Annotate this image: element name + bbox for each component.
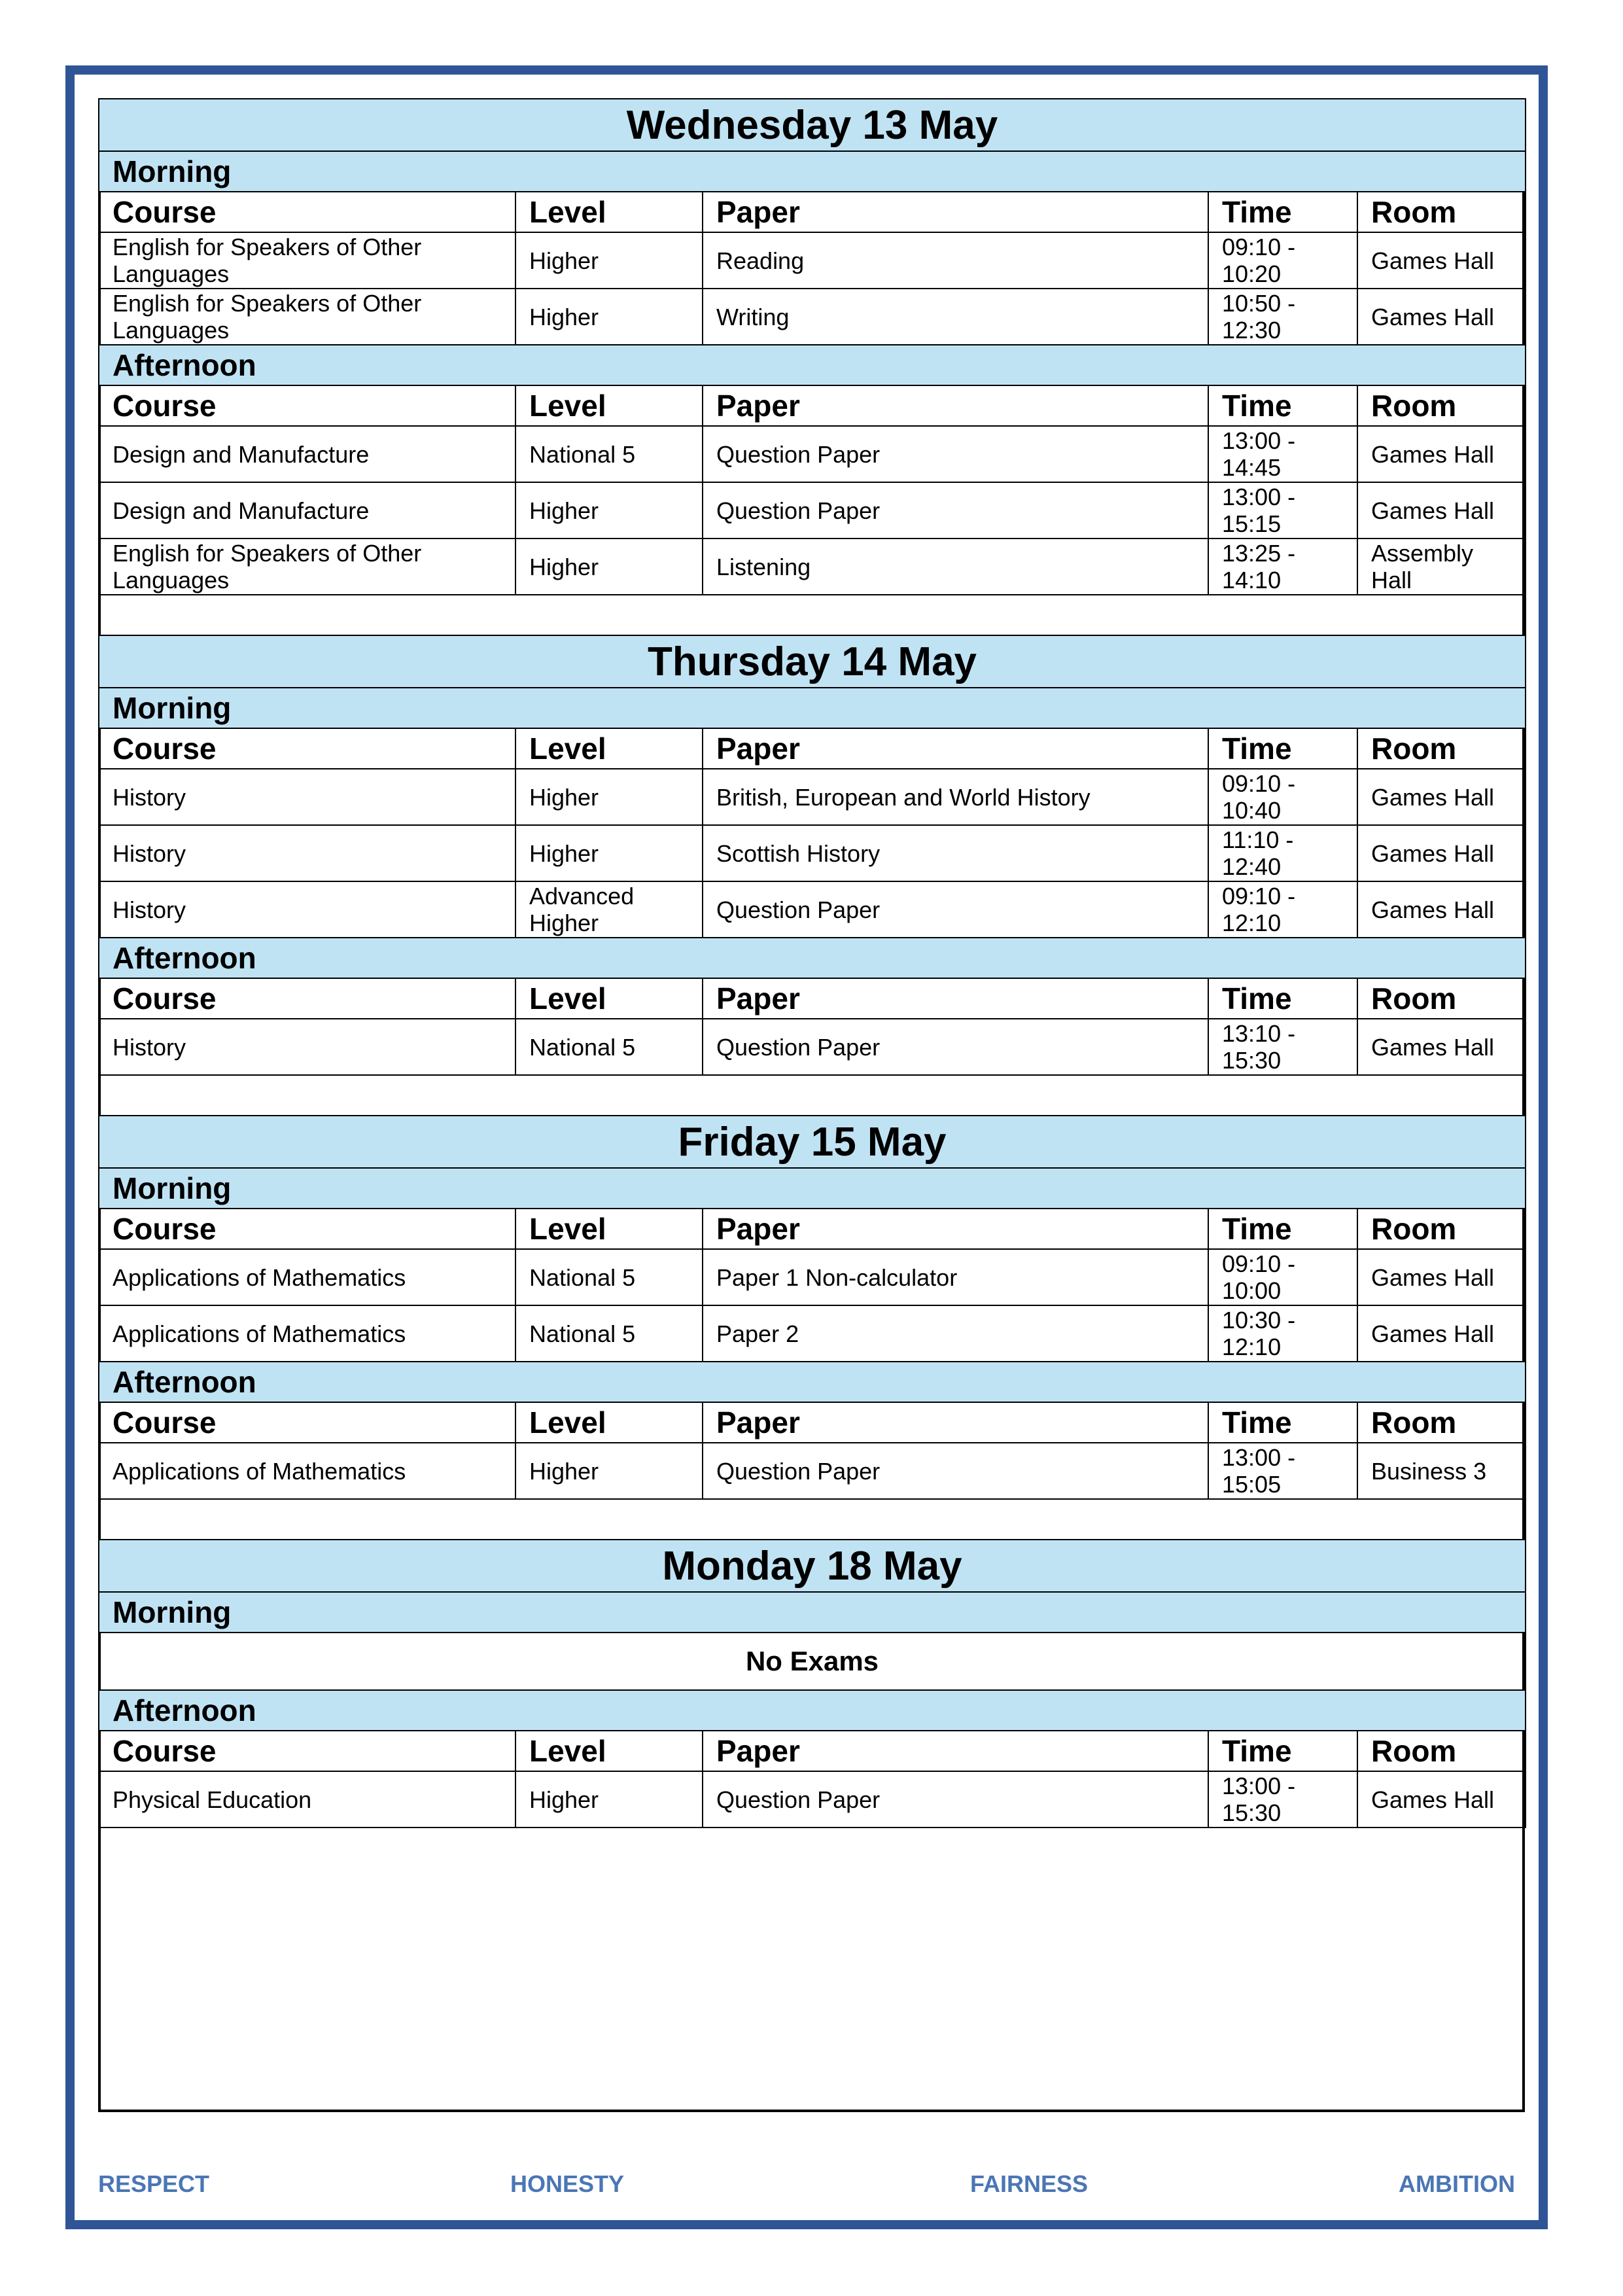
- column-header-paper: Paper: [703, 192, 1208, 232]
- exam-time: 13:00 - 15:05: [1208, 1443, 1357, 1499]
- column-header-course: Course: [99, 1209, 515, 1249]
- exam-room: Games Hall: [1357, 1249, 1526, 1305]
- column-header-level: Level: [515, 1209, 703, 1249]
- exam-row: [99, 426, 1526, 482]
- footer-value-ambition: AMBITION: [1399, 2170, 1515, 2197]
- exam-paper: Writing: [703, 289, 1208, 345]
- footer-value-respect: RESPECT: [98, 2170, 210, 2197]
- exam-row: [99, 1771, 1526, 1828]
- day-title: Wednesday 13 May: [99, 99, 1526, 151]
- column-header-course: Course: [99, 192, 515, 232]
- exam-time: 13:00 - 14:45: [1208, 426, 1357, 482]
- exam-level: Higher: [515, 539, 703, 595]
- afternoon-label: Afternoon: [99, 938, 1526, 978]
- exam-level: Higher: [515, 482, 703, 539]
- exam-time: 09:10 - 12:10: [1208, 881, 1357, 938]
- exam-paper: Listening: [703, 539, 1208, 595]
- exam-row: [99, 232, 1526, 289]
- morning-label: Morning: [99, 151, 1526, 192]
- exam-paper: Question Paper: [703, 1771, 1208, 1828]
- day-title: Thursday 14 May: [99, 635, 1526, 688]
- exam-time: 10:30 - 12:10: [1208, 1305, 1357, 1362]
- exam-time: 09:10 - 10:40: [1208, 769, 1357, 825]
- morning-session-row: [99, 688, 1526, 728]
- exam-level: National 5: [515, 426, 703, 482]
- exam-paper: British, European and World History: [703, 769, 1208, 825]
- exam-course: Applications of Mathematics: [99, 1305, 515, 1362]
- morning-label: Morning: [99, 1168, 1526, 1209]
- column-header-course: Course: [99, 385, 515, 426]
- column-header-row: [99, 1402, 1526, 1443]
- column-header-level: Level: [515, 1731, 703, 1771]
- exam-row: [99, 289, 1526, 345]
- column-header-paper: Paper: [703, 1402, 1208, 1443]
- exam-level: Higher: [515, 232, 703, 289]
- exam-room: Games Hall: [1357, 1771, 1526, 1828]
- spacer-cell: [99, 1075, 1526, 1116]
- exam-room: Games Hall: [1357, 1019, 1526, 1075]
- column-header-time: Time: [1208, 385, 1357, 426]
- exam-room: Games Hall: [1357, 1305, 1526, 1362]
- column-header-time: Time: [1208, 728, 1357, 769]
- exam-paper: Reading: [703, 232, 1208, 289]
- exam-row: [99, 539, 1526, 595]
- spacer-cell: [99, 595, 1526, 635]
- exam-level: Higher: [515, 825, 703, 881]
- morning-label: Morning: [99, 1592, 1526, 1633]
- exam-level: National 5: [515, 1249, 703, 1305]
- footer-value-honesty: HONESTY: [510, 2170, 625, 2197]
- afternoon-session-row: [99, 1362, 1526, 1402]
- day-spacer-row: [99, 1499, 1526, 1540]
- exam-paper: Question Paper: [703, 1443, 1208, 1499]
- no-exams-note: No Exams: [99, 1633, 1526, 1690]
- day-header: [99, 1116, 1526, 1168]
- exam-time: 13:00 - 15:15: [1208, 482, 1357, 539]
- exam-row: [99, 1019, 1526, 1075]
- column-header-room: Room: [1357, 978, 1526, 1019]
- exam-time: 09:10 - 10:20: [1208, 232, 1357, 289]
- column-header-time: Time: [1208, 1731, 1357, 1771]
- exam-course: Design and Manufacture: [99, 426, 515, 482]
- column-header-course: Course: [99, 978, 515, 1019]
- column-header-level: Level: [515, 1402, 703, 1443]
- exam-time: 13:00 - 15:30: [1208, 1771, 1357, 1828]
- column-header-paper: Paper: [703, 728, 1208, 769]
- exam-row: [99, 1443, 1526, 1499]
- day-title: Monday 18 May: [99, 1540, 1526, 1592]
- exam-room: Business 3: [1357, 1443, 1526, 1499]
- exam-room: Assembly Hall: [1357, 539, 1526, 595]
- afternoon-session-row: [99, 1690, 1526, 1731]
- afternoon-session-row: [99, 345, 1526, 385]
- column-header-row: [99, 978, 1526, 1019]
- exam-paper: Question Paper: [703, 426, 1208, 482]
- exam-time: 10:50 - 12:30: [1208, 289, 1357, 345]
- exam-level: Higher: [515, 769, 703, 825]
- exam-paper: Question Paper: [703, 1019, 1208, 1075]
- column-header-row: [99, 192, 1526, 232]
- exam-room: Games Hall: [1357, 769, 1526, 825]
- column-header-room: Room: [1357, 385, 1526, 426]
- exam-level: Higher: [515, 1771, 703, 1828]
- exam-row: [99, 769, 1526, 825]
- exam-room: Games Hall: [1357, 825, 1526, 881]
- day-spacer-row: [99, 1075, 1526, 1116]
- exam-course: History: [99, 881, 515, 938]
- column-header-course: Course: [99, 1402, 515, 1443]
- morning-session-row: [99, 151, 1526, 192]
- exam-row: [99, 482, 1526, 539]
- column-header-paper: Paper: [703, 1731, 1208, 1771]
- exam-course: History: [99, 769, 515, 825]
- column-header-time: Time: [1208, 978, 1357, 1019]
- afternoon-label: Afternoon: [99, 1362, 1526, 1402]
- column-header-paper: Paper: [703, 1209, 1208, 1249]
- spacer-cell: [99, 1499, 1526, 1540]
- exam-room: Games Hall: [1357, 232, 1526, 289]
- exam-room: Games Hall: [1357, 426, 1526, 482]
- column-header-row: [99, 728, 1526, 769]
- exam-course: Design and Manufacture: [99, 482, 515, 539]
- exam-course: English for Speakers of Other Languages: [99, 289, 515, 345]
- column-header-room: Room: [1357, 728, 1526, 769]
- morning-session-row: [99, 1592, 1526, 1633]
- exam-paper: Paper 1 Non-calculator: [703, 1249, 1208, 1305]
- column-header-time: Time: [1208, 192, 1357, 232]
- exam-course: History: [99, 825, 515, 881]
- column-header-level: Level: [515, 728, 703, 769]
- column-header-level: Level: [515, 192, 703, 232]
- exam-timetable: [98, 98, 1526, 1828]
- exam-level: National 5: [515, 1019, 703, 1075]
- day-spacer-row: [99, 595, 1526, 635]
- column-header-time: Time: [1208, 1402, 1357, 1443]
- exam-course: English for Speakers of Other Languages: [99, 539, 515, 595]
- column-header-room: Room: [1357, 1731, 1526, 1771]
- day-header: [99, 635, 1526, 688]
- exam-row: [99, 825, 1526, 881]
- exam-paper: Paper 2: [703, 1305, 1208, 1362]
- exam-time: 11:10 - 12:40: [1208, 825, 1357, 881]
- column-header-course: Course: [99, 1731, 515, 1771]
- exam-room: Games Hall: [1357, 881, 1526, 938]
- exam-time: 13:25 - 14:10: [1208, 539, 1357, 595]
- day-header: [99, 99, 1526, 151]
- exam-paper: Question Paper: [703, 482, 1208, 539]
- morning-session-row: [99, 1168, 1526, 1209]
- column-header-room: Room: [1357, 192, 1526, 232]
- column-header-course: Course: [99, 728, 515, 769]
- exam-level: Higher: [515, 289, 703, 345]
- exam-course: Physical Education: [99, 1771, 515, 1828]
- column-header-row: [99, 385, 1526, 426]
- column-header-paper: Paper: [703, 978, 1208, 1019]
- day-title: Friday 15 May: [99, 1116, 1526, 1168]
- exam-room: Games Hall: [1357, 289, 1526, 345]
- exam-room: Games Hall: [1357, 482, 1526, 539]
- exam-course: English for Speakers of Other Languages: [99, 232, 515, 289]
- exam-time: 13:10 - 15:30: [1208, 1019, 1357, 1075]
- day-header: [99, 1540, 1526, 1592]
- column-header-row: [99, 1209, 1526, 1249]
- column-header-room: Room: [1357, 1402, 1526, 1443]
- exam-level: National 5: [515, 1305, 703, 1362]
- exam-time: 09:10 - 10:00: [1208, 1249, 1357, 1305]
- exam-course: Applications of Mathematics: [99, 1249, 515, 1305]
- exam-paper: Question Paper: [703, 881, 1208, 938]
- column-header-paper: Paper: [703, 385, 1208, 426]
- exam-row: [99, 1249, 1526, 1305]
- column-header-room: Room: [1357, 1209, 1526, 1249]
- exam-row: [99, 881, 1526, 938]
- afternoon-label: Afternoon: [99, 345, 1526, 385]
- exam-course: Applications of Mathematics: [99, 1443, 515, 1499]
- column-header-time: Time: [1208, 1209, 1357, 1249]
- afternoon-label: Afternoon: [99, 1690, 1526, 1731]
- afternoon-session-row: [99, 938, 1526, 978]
- exam-paper: Scottish History: [703, 825, 1208, 881]
- exam-level: Advanced Higher: [515, 881, 703, 938]
- footer-value-fairness: FAIRNESS: [970, 2170, 1089, 2197]
- exam-course: History: [99, 1019, 515, 1075]
- exam-row: [99, 1305, 1526, 1362]
- column-header-level: Level: [515, 978, 703, 1019]
- no-exams-row: [99, 1633, 1526, 1690]
- column-header-level: Level: [515, 385, 703, 426]
- exam-level: Higher: [515, 1443, 703, 1499]
- column-header-row: [99, 1731, 1526, 1771]
- morning-label: Morning: [99, 688, 1526, 728]
